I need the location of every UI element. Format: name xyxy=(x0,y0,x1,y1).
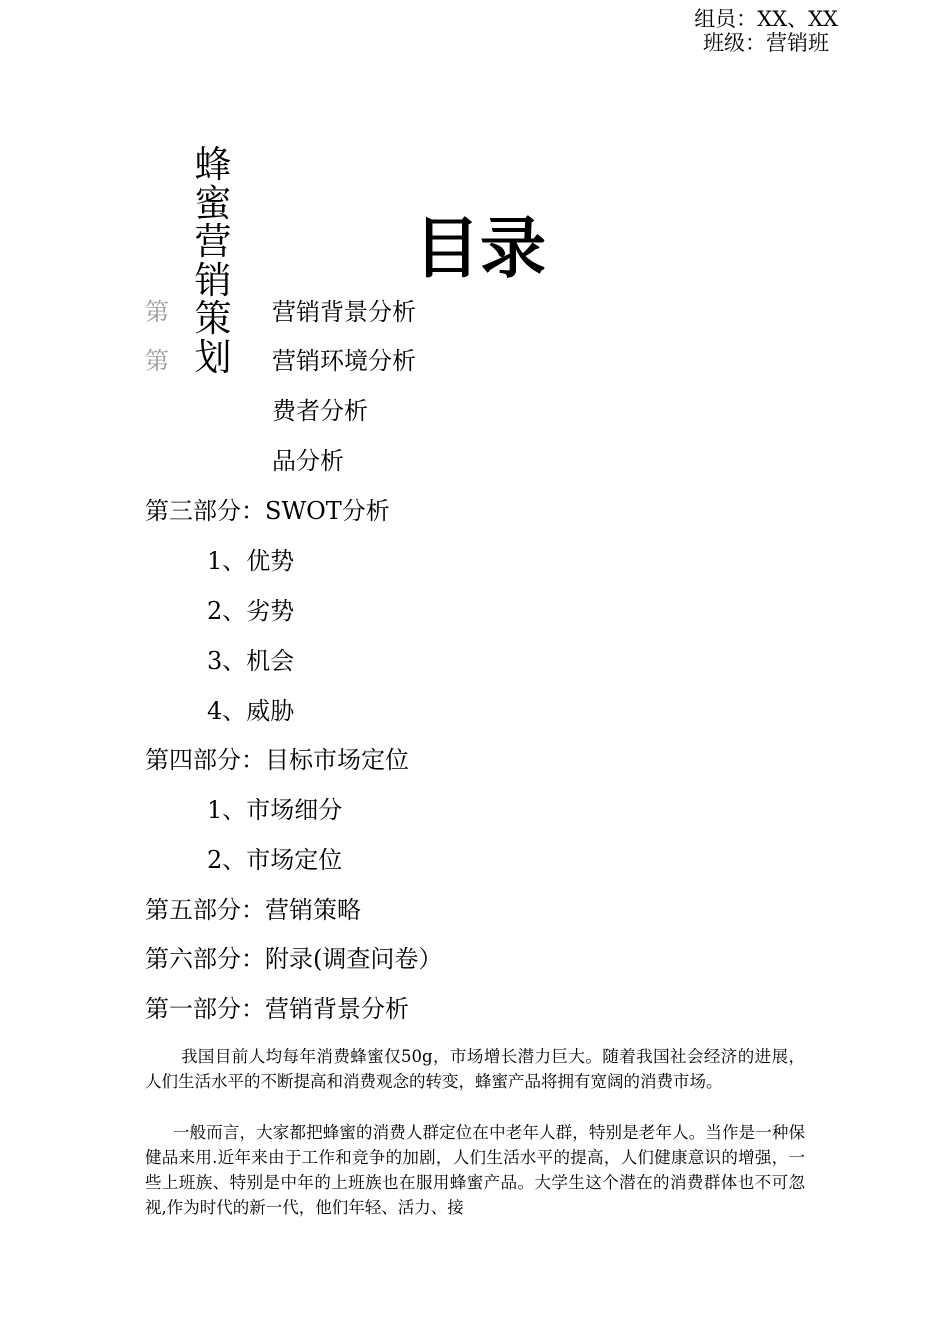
toc-stub: 第 xyxy=(145,298,169,326)
vertical-title-char: 划 xyxy=(194,335,232,379)
toc-subitem: 1、市场细分 xyxy=(207,796,343,824)
toc-stub: 第 xyxy=(145,347,169,375)
toc-item: 费者分析 xyxy=(272,397,368,425)
toc-item: 营销背景分析 xyxy=(272,298,416,326)
vertical-title-char: 蜜 xyxy=(194,181,232,225)
toc-item: 第三部分：SWOT分析 xyxy=(145,497,390,525)
vertical-title-char: 策 xyxy=(194,297,232,340)
toc-subitem: 2、市场定位 xyxy=(207,846,343,874)
vertical-title-char: 蜂 xyxy=(194,143,232,186)
group-members: 组员：XX、XX xyxy=(694,7,838,31)
toc-item: 第五部分：营销策略 xyxy=(145,896,361,924)
toc-item: 第四部分：目标市场定位 xyxy=(145,746,409,774)
toc-title: 目录 xyxy=(414,209,546,287)
toc-item: 营销环境分析 xyxy=(272,347,416,375)
toc-item: 品分析 xyxy=(272,447,344,475)
body-paragraph: 一般而言，大家都把蜂蜜的消费人群定位在中老年人群，特别是老年人。当作是一种保健品来用.近年来由于工作和竞争的加剧，人们生活水平的提高，人们健康意识的增强，一些上班族、特别是中年的上班族也在服用蜂蜜产品。大学生这个潜在的消费群体也不可忽视,作为时代的新一代，他们年轻、活力、接 xyxy=(145,1123,805,1217)
toc-subitem: 2、劣势 xyxy=(207,597,295,625)
vertical-title xyxy=(192,143,234,379)
section-heading: 第一部分：营销背景分析 xyxy=(145,995,409,1023)
body-paragraph: 我国目前人均每年消费蜂蜜仅50g，市场增长潜力巨大。随着我国社会经济的进展，人们生活水平的不断提高和消费观念的转变，蜂蜜产品将拥有宽阔的消费市场。 xyxy=(145,1047,805,1091)
vertical-title-char: 营 xyxy=(194,220,232,263)
toc-subitem: 4、威胁 xyxy=(207,697,295,725)
class-name: 班级：营销班 xyxy=(703,31,829,55)
toc-subitem: 1、优势 xyxy=(207,547,295,575)
toc-subitem: 3、机会 xyxy=(207,647,295,675)
vertical-title-char: 销 xyxy=(194,258,232,302)
toc-item: 第六部分：附录(调查问卷） xyxy=(145,945,443,973)
